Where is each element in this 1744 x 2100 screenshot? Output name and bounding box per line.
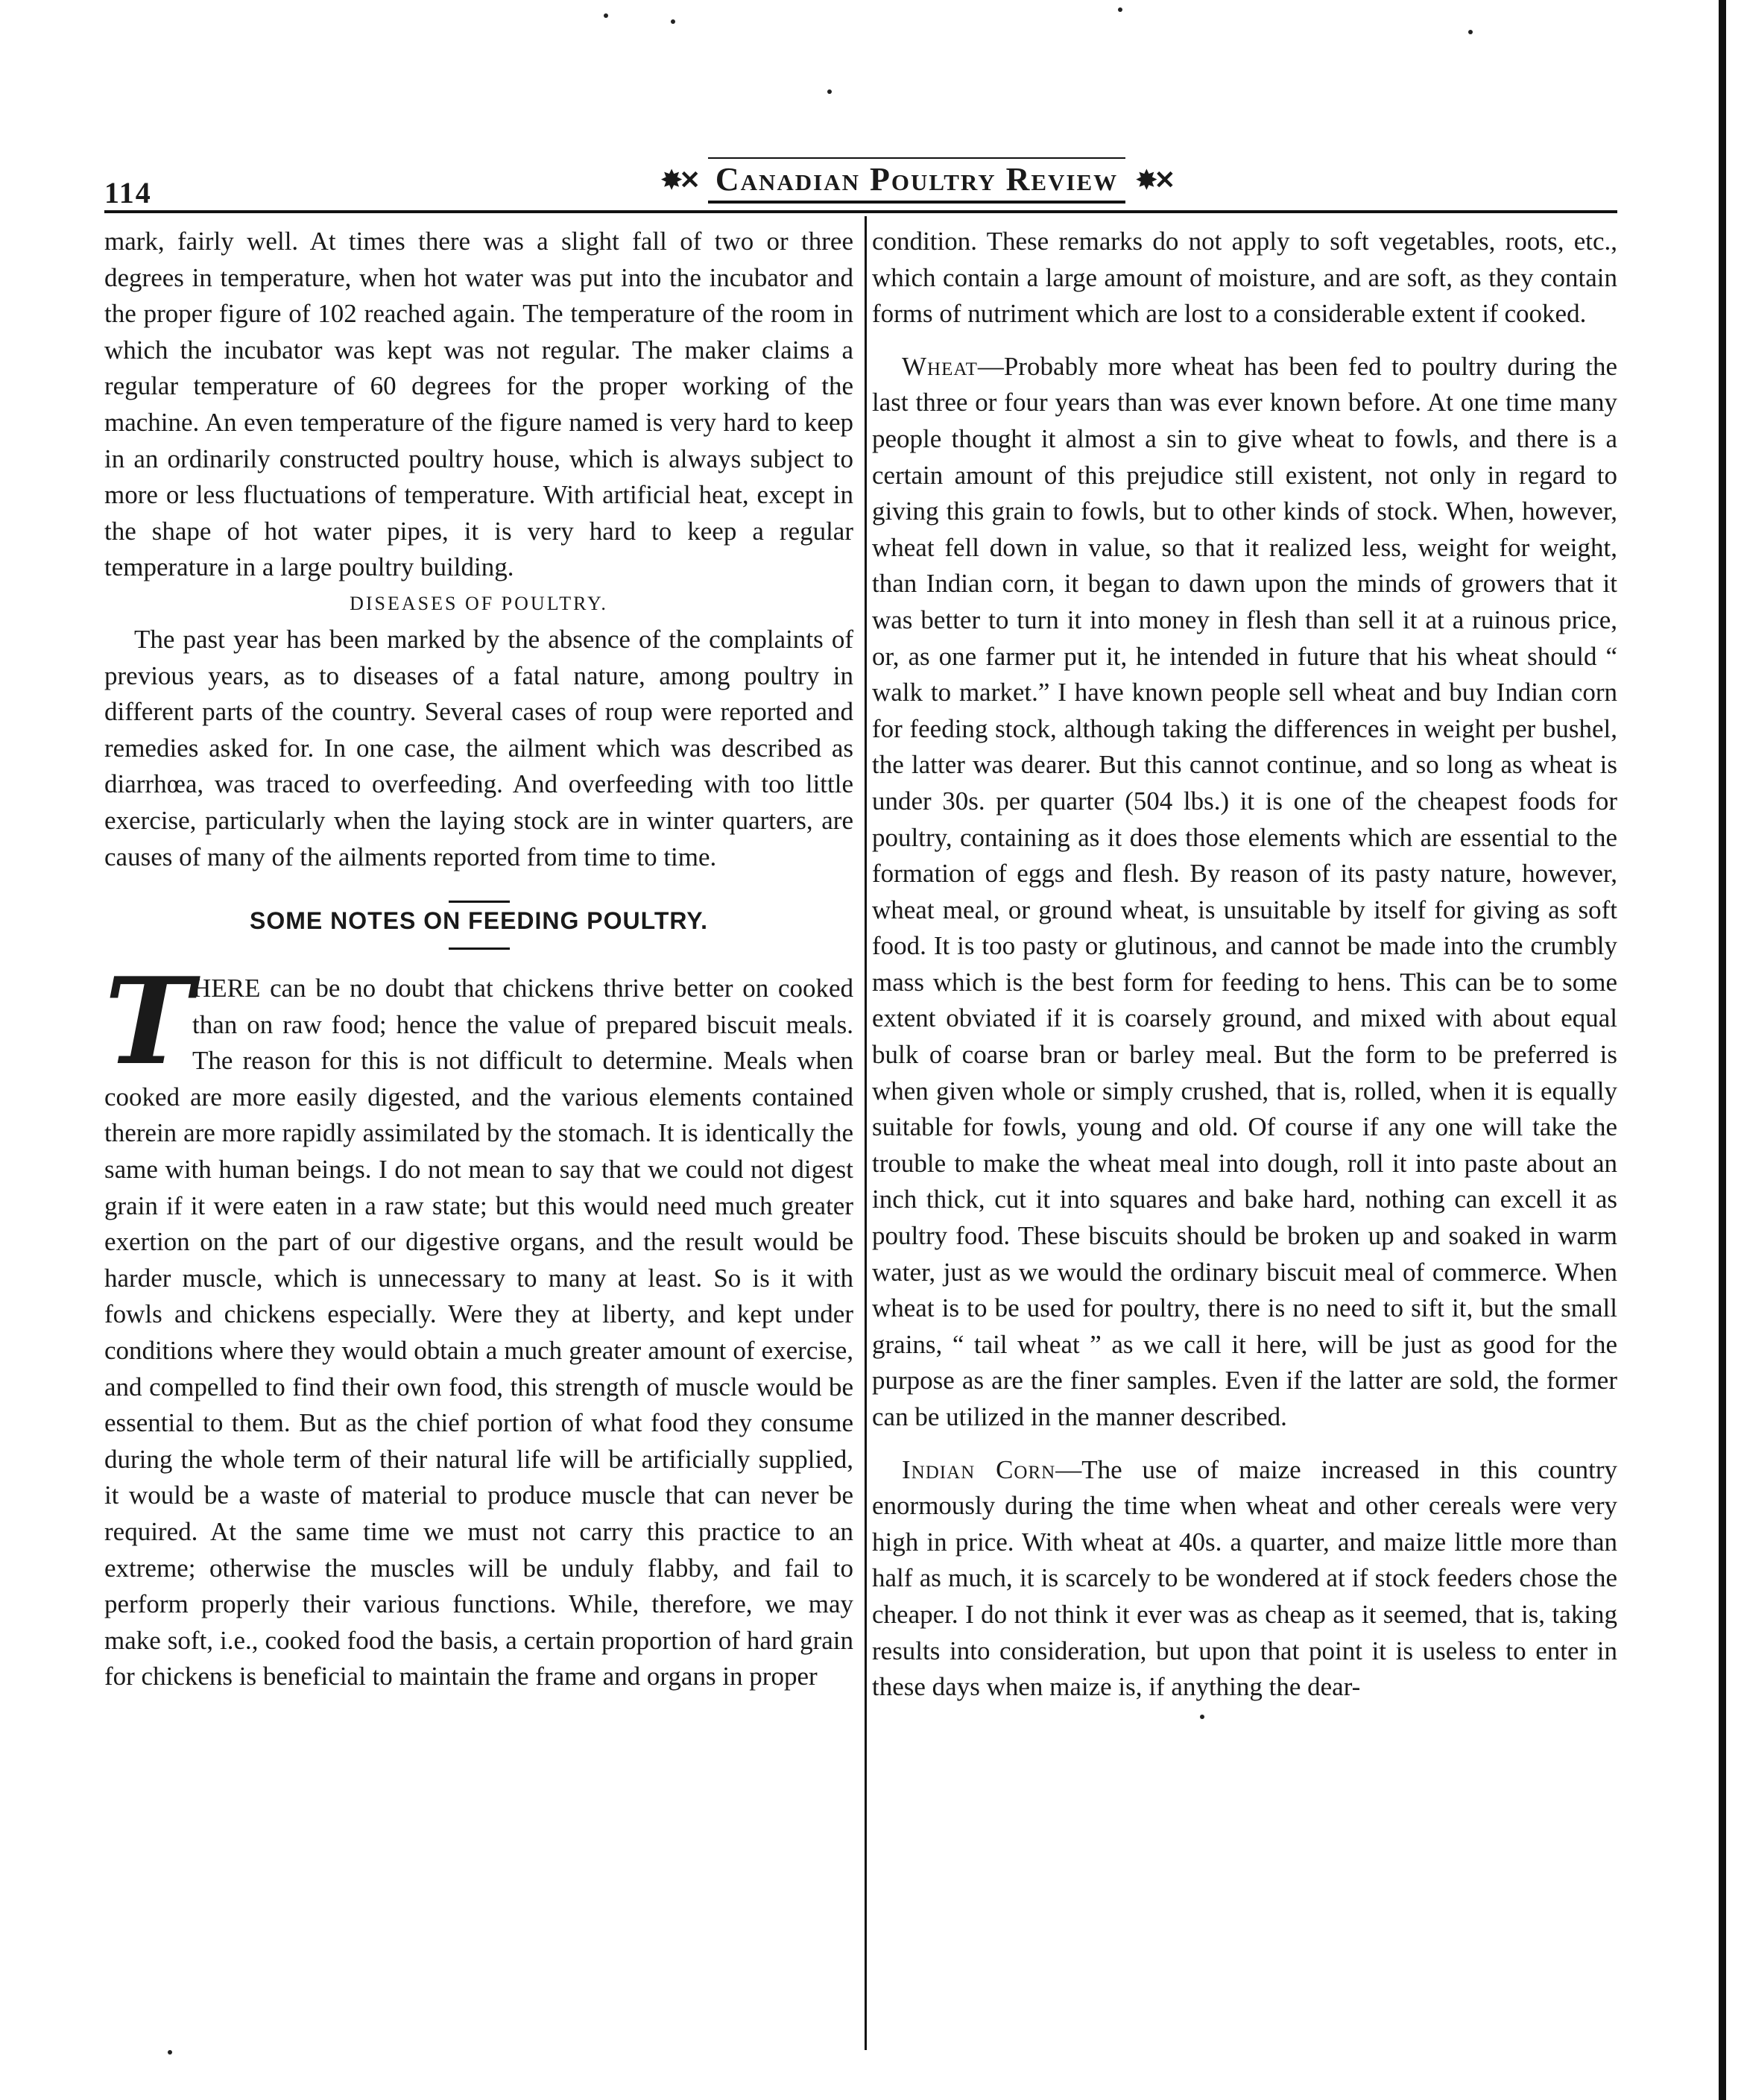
speck	[1118, 7, 1122, 12]
speck	[1200, 1715, 1204, 1719]
speck	[1468, 30, 1473, 34]
masthead	[581, 153, 1252, 208]
article-title: SOME NOTES ON FEEDING POULTRY.	[250, 907, 708, 935]
paragraph-gap	[872, 1436, 1617, 1452]
feeding-text: can be no doubt that chickens thrive better on cooked than on raw food; hence the value of prepared biscuit meals. The reason for this is not difficult to determine. Meals when cooked are more easily digested, and the various elements contained therein are more rapidly assimilated by the stomach. It is identically the same with human beings. I do not mean to say that we could not digest grain if it were eaten in a raw state; but this would need much greater exertion on the part of our digestive organs, and the result would be harder muscle, which is unnecessary to many at least. So is it with fowls and chickens especially. Were they at liberty, and kept under conditions where they would obtain a much greater amount of exercise, and compelled to find their own food, this strength of muscle would be essential to them. But as the chief portion of what food they consume during the whole term of their natural life will be artificially supplied, it would be a waste of material to produce muscle that can never be required. At the same time we must not carry this practice to an extreme; otherwise the muscles will be unduly flabby, and fail to perform properly their various functions. While, therefore, we may make soft, i.e., cooked food the basis, a certain proportion of hard grain for chickens is beneficial to maintain the frame and organs in proper	[104, 974, 853, 1691]
page-number: 114	[104, 176, 152, 209]
drop-cap: T	[104, 951, 194, 1092]
right-column	[872, 224, 1617, 1706]
corn-lead: Indian Corn	[902, 1454, 1056, 1484]
right-paragraph-corn	[872, 1452, 1617, 1706]
page-header	[104, 153, 1617, 212]
speck	[671, 19, 675, 24]
right-ornament: ✸✕	[1136, 167, 1173, 195]
column-rule	[865, 216, 867, 2050]
paragraph-gap	[872, 332, 1617, 349]
header-rule	[104, 210, 1617, 213]
left-paragraph-incubator: mark, fairly well. At times there was a slight fall of two or three degrees in temperature, when hot water was put into the incubator and the proper figure of 102 reached again. The temperature of the room in which the incubator was kept was not regular. The maker claims a regular temperature of 60 degrees for the proper working of the machine. An even temperature of the figure named is very hard to keep in an ordinarily constructed poultry house, which is always subject to more or less fluctuations of temperature. With artificial heat, except in the shape of hot water pipes, it is very hard to keep a regular temperature in a large poultry building.	[104, 227, 853, 582]
corn-text: —The use of maize increased in this country enormously during the time when wheat and other cereals were very high in price. With wheat at 40s. a quarter, and maize little more than half as much, it is scarcely to be wondered at if stock feeders chose the cheaper. I do not think it ever was as cheap as it seemed, that is, taking results into consideration, but upon that point it is useless to enter in these days when maize is, if anything the dear-	[872, 1454, 1618, 1702]
left-ornament: ✸✕	[660, 167, 698, 195]
wheat-lead: Wheat	[902, 351, 978, 381]
masthead-title: Canadian Poultry Review	[708, 157, 1125, 204]
speck	[168, 2050, 172, 2055]
left-column	[104, 224, 853, 1695]
right-paragraph-condition: condition. These remarks do not apply to soft vegetables, roots, etc., which contain a large amount of moisture, and are soft, as they contain forms of nutriment which are lost to a considerable extent if cooked.	[872, 227, 1617, 329]
subhead-diseases: DISEASES OF POULTRY.	[350, 592, 608, 614]
right-paragraph-wheat	[872, 349, 1617, 1436]
left-paragraph-feeding	[104, 951, 853, 1695]
section-rule-bottom	[449, 947, 510, 950]
speck	[827, 89, 832, 94]
wheat-text: —Probably more wheat has been fed to poultry during the last three or four years than was ever known before. At one time many people thought it almost a sin to give wheat to fowls, and there is a certain amount of this prejudice still existent, not only in regard to giving this grain to fowls, but to other kinds of stock. When, however, wheat fell down in value, so that it realized less, weight for weight, than Indian corn, it began to dawn upon the minds of growers that it was better to turn it into money in flesh than sell it at a ruinous price, or, as one farmer put it, he intended in future that his wheat should “ walk to market.” I have known people sell wheat and buy Indian corn for feeding stock, although taking the differences in weight per bushel, the latter was dearer. But this cannot continue, and so long as wheat is under 30s. per quarter (504 lbs.) it is one of the cheapest foods for poultry, containing as it does those elements which are essential to the formation of eggs and flesh. By reason of its pasty nature, however, wheat meal, or ground wheat, is unsuitable by itself for giving as soft food. It is too pasty or glutinous, and cannot be made into the crumbly mass which is the best form for feeding to hens. This can be to some extent obviated if it is coarsely ground, and mixed with about equal bulk of coarse bran or barley meal. But the form to be preferred is when given whole or simply crushed, that is, rolled, when it is equally suitable for fowls, young and old. Of course if any one will take the trouble to make the wheat meal into dough, roll it into paste about an inch thick, cut it into squares and bake hard, nothing can excell it as poultry food. These biscuits should be broken up and soaked in warm water, just as we would the ordinary biscuit meal of commerce. When wheat is to be used for poultry, there is no need to sift it, but the small grains, “ tail wheat ” as we call it here, will be just as good for the purpose as are the finer samples. Even if the latter are sold, the former can be utilized in the manner described.	[872, 351, 1617, 1431]
page-edge-rule	[1719, 0, 1726, 2100]
speck	[604, 13, 608, 18]
lead-word: HERE	[192, 974, 261, 1003]
left-paragraph-diseases: The past year has been marked by the absence of the complaints of previous years, as to diseases of a fatal nature, among poultry in different parts of the country. Several cases of roup were reported and remedies asked for. In one case, the ailment which was described as diarrhœa, was traced to overfeeding. And overfeeding with too little exercise, particularly when the laying stock are in winter quarters, are causes of many of the ailments reported from time to time.	[104, 624, 853, 871]
